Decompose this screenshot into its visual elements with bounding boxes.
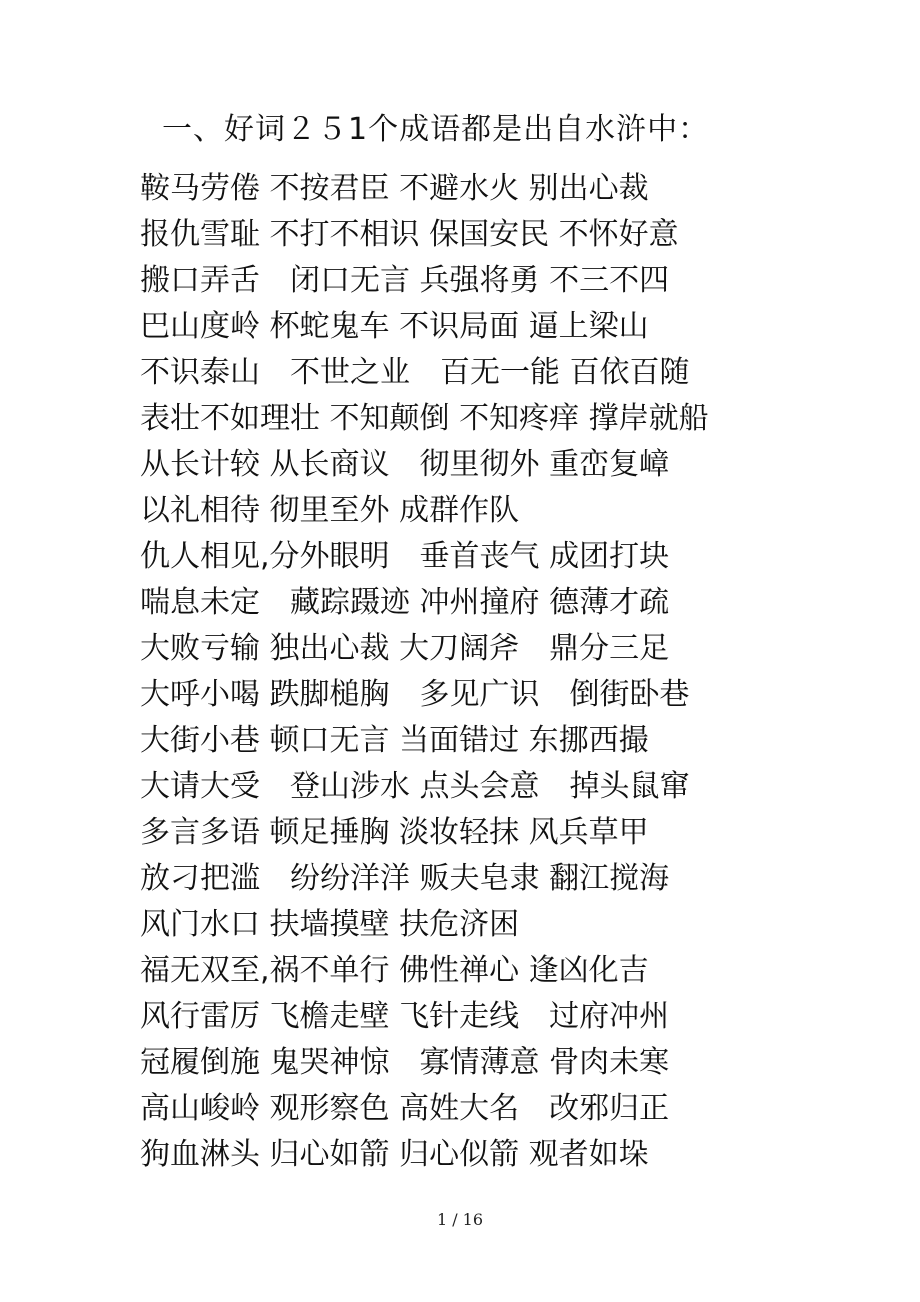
idiom-line: 大街小巷 顿口无言 当面错过 东挪西撮 xyxy=(140,723,649,758)
idiom-line: 搬口弄舌 闭口无言 兵强将勇 不三不四 xyxy=(140,263,670,298)
idiom-line: 大呼小喝 跌脚槌胸 多见广识 倒街卧巷 xyxy=(140,677,690,712)
idiom-line: 放刁把滥 纷纷洋洋 贩夫皂隶 翻江搅海 xyxy=(140,861,670,896)
idiom-line: 以礼相待 彻里至外 成群作队 xyxy=(140,493,520,528)
idiom-line: 鞍马劳倦 不按君臣 不避水火 别出心裁 xyxy=(140,171,649,206)
idiom-line: 狗血淋头 归心如箭 归心似箭 观者如垛 xyxy=(140,1137,649,1172)
document-title: 一、好词２５1个成语都是出自水浒中： xyxy=(162,112,710,147)
idiom-list xyxy=(140,166,900,1178)
page-number: 1 / 16 xyxy=(436,1210,484,1229)
idiom-line: 不识泰山 不世之业 百无一能 百依百随 xyxy=(140,355,690,390)
idiom-line: 多言多语 顿足捶胸 淡妆轻抹 风兵草甲 xyxy=(140,815,649,850)
idiom-line: 风门水口 扶墙摸壁 扶危济困 xyxy=(140,907,520,942)
idiom-line: 冠履倒施 鬼哭神惊 寡情薄意 骨肉未寒 xyxy=(140,1045,670,1080)
idiom-line: 大败亏输 独出心裁 大刀阔斧 鼎分三足 xyxy=(140,631,670,666)
idiom-line: 表壮不如理壮 不知颠倒 不知疼痒 撑岸就船 xyxy=(140,401,709,436)
idiom-line: 福无双至,祸不单行 佛性禅心 逢凶化吉 xyxy=(140,953,649,988)
idiom-line: 喘息未定 藏踪蹑迹 冲州撞府 德薄才疏 xyxy=(140,585,670,620)
idiom-line: 从长计较 从长商议 彻里彻外 重峦复嶂 xyxy=(140,447,670,482)
idiom-line: 高山峻岭 观形察色 高姓大名 改邪归正 xyxy=(140,1091,670,1126)
idiom-line: 大请大受 登山涉水 点头会意 掉头鼠窜 xyxy=(140,769,690,804)
idiom-line: 报仇雪耻 不打不相识 保国安民 不怀好意 xyxy=(140,217,679,252)
idiom-line: 风行雷厉 飞檐走壁 飞针走线 过府冲州 xyxy=(140,999,670,1034)
idiom-line: 仇人相见,分外眼明 垂首丧气 成团打块 xyxy=(140,539,670,574)
idiom-line: 巴山度岭 杯蛇鬼车 不识局面 逼上梁山 xyxy=(140,309,649,344)
